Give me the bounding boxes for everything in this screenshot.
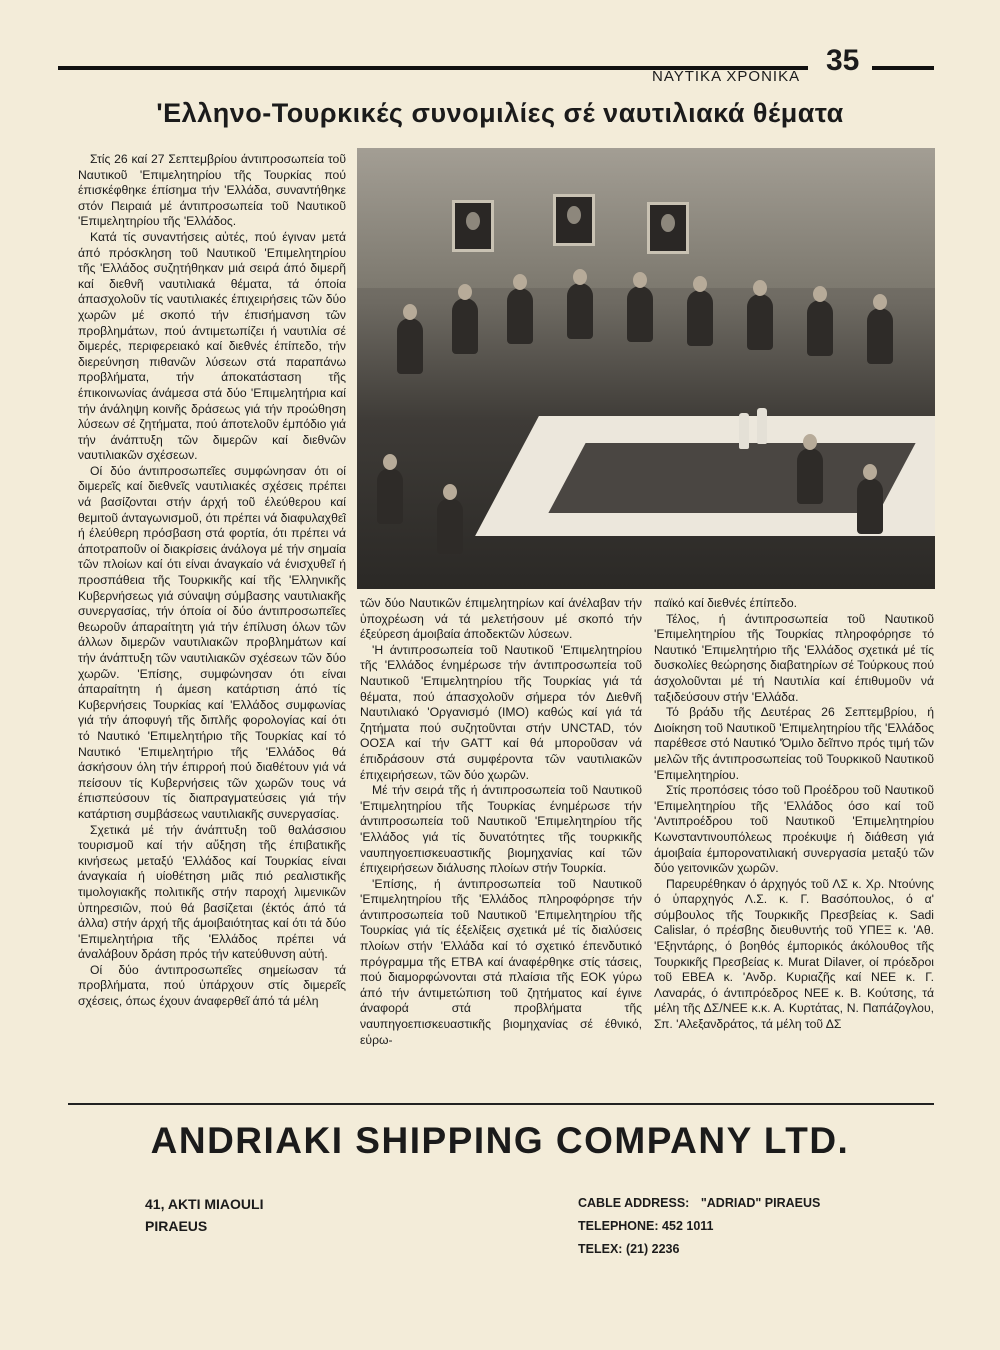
paragraph: Παρευρέθηκαν ό άρχηγός τοῦ ΛΣ κ. Χρ. Ντούνης ό ὑπαρχηγός Λ.Σ. κ. Γ. Βασόπουλος, ό α' σύμβουλος τῆς Τουρκικῆς Πρεσβείας κ. Sadi Calislar, ό πρέσβης διευθυντής τοῦ ΥΠΕΞ κ. 'Αθ. 'Εξηντάρης, ό βοηθός έμπορικός άκόλουθος τῆς Τουρκικῆς Πρεσβείας κ. Murat Dilaver, οί πρόεδροι τοῦ ΕΒΕΑ κ. 'Ανδρ. Κυριαζῆς καί ΝΕΕ κ. Γ. Λαναράς, ό άντιπρόεδρος ΝΕΕ κ. Β. Κούτσης, τά μέλη τῆς ΔΣ/ΝΕΕ κ.κ. Α. Κυρτάτας, Ν. Παπάζογλου, Σπ. 'Αλεξανδράτος, τά μέλη τοῦ ΔΣ — [654, 876, 934, 1032]
paragraph: τῶν δύο Ναυτικῶν έπιμελητηρίων καί άνέλαβαν τήν ὑποχρέωση νά τά μελετήσουν μέ σκοπό τήν έξεύρεση άμοιβαία άποδεκτῶν λύσεων. — [360, 596, 642, 642]
paragraph: Κατά τίς συναντήσεις αὐτές, πού έγιναν μετά άπό πρόσκληση τοῦ Ναυτικοῦ 'Επιμελητηρίου τῆς 'Ελλάδος συζητήθηκαν μιά σειρά άπό διμερῆ καί διεθνῆ ναυτιλιακά θέματα, τά όποία άπασχολοῦν τίς ναυτιλιακές έπιχειρήσεις τῶν δύο χωρῶν μέ σκοπό τήν έπισήμανση τῶν προβλημάτων, πού άντιμετωπίζει ή ναυτιλία σέ διμερές, περιφερειακό καί διεθνές έπίπεδο, τήν διερεύνηση πιθανῶν λύσεων στά παραπάνω προβλήματα, τήν άποκατάσταση τῆς έπικοινωνίας άνάμεσα στά δύο 'Επιμελητήρια καί τήν άνάληψη κοινῆς δράσεως γιά τήν προώθηση λύσεων σέ ζητήματα, πού άποτελοῦν έμπόδιο γιά τήν άνάπτυξη τῶν διμερῶν καί διεθνῶν ναυτιλιακῶν σχέσεων. — [78, 229, 346, 463]
water-bottle — [757, 408, 767, 444]
meeting-photo — [357, 148, 935, 589]
wall-portrait — [647, 202, 689, 254]
paragraph: Μέ τήν σειρά τῆς ή άντιπροσωπεία τοῦ Ναυτικοῦ 'Επιμελητηρίου τῆς Τουρκίας ένημέρωσε τήν άντιπροσωπεία τοῦ Ναυτικοῦ 'Επιμελητηρίου τῆς 'Ελλάδος γιά τίς δυνατότητες τῆς τουρκικῆς ναυπηγοεπισκευαστικῆς βιομηχανίας καί τῶν έπιχειρήσεων διάλυσης πλοίων στήν Τουρκία. — [360, 783, 642, 876]
paragraph: Οί δύο άντιπροσωπεῖες σημείωσαν τά προβλήματα, πού ὑπάρχουν στίς διμερεῖς σχέσεις, όπως έχουν άναφερθεῖ άπό τά μέλη — [78, 962, 346, 1009]
attendee — [867, 308, 893, 364]
attendee — [507, 288, 533, 344]
telex-value: (21) 2236 — [625, 1242, 680, 1256]
telephone-label: TELEPHONE: — [578, 1219, 659, 1233]
paragraph: Οί δύο άντιπροσωπεῖες συμφώνησαν ότι οί διμερεῖς καί διεθνεῖς ναυτιλιακές σχέσεις πρέπει νά βασίζονται στήν άρχή τοῦ έλεύθερου καί θεμιτοῦ άνταγωνισμοῦ, ότι πρέπει νά διαφυλαχθεῖ ή έλεύθερη πρόσβαση στά φορτία, ότι πρέπει νά άποτραποῦν οί διακρίσεις άνάλογα μέ τήν σημαία τῶν πλοίων καί ότι είναι άναγκαίο νά ένισχυθεῖ ή προσπάθεια τῆς Τουρκικῆς καί τῆς 'Ελληνικῆς Κυβερνήσεως γιά σύναψη σύμβασης ναυτιλιακῆς συνεργασίας, τήν όποία οί δύο άντιπροσωπεῖες θεωροῦν άπαραίτητη γιά τήν έπίλυση όλων τῶν άλλων διμερῶν ναυτιλιακῶν προβλημάτων καί τήν άνάπτυξη τῶν ναυτιλιακῶν σχέσεων τῶν δύο χωρῶν. 'Επίσης, συμφώνησαν ότι είναι άπαραίτητη ή άμεση κατάρτιση άπό τίς Κυβερνήσεις Τουρκίας καί 'Ελλάδος συμφωνίας γιά τήν άποφυγή τῆς διπλῆς φορολογίας καί ότι τό Ναυτικό 'Επιμελητήριο τῆς Τουρκίας καί τό Ναυτικό 'Επιμελητήριο τῆς 'Ελλάδος θά άσκήσουν όλη τήν έπιρροή πού διαθέτουν γιά νά πείσουν τίς Κυβερνήσεις τῶν χωρῶν τους νά έπισπεύσουν τίς διαπραγματεύσεις γιά τήν κατάρτιση συμβάσεως ναυτιλιακῆς συνεργασίας. — [78, 463, 346, 821]
cable-label: CABLE ADDRESS: — [578, 1196, 690, 1210]
attendee — [567, 283, 593, 339]
paragraph: Στίς 26 καί 27 Σεπτεμβρίου άντιπροσωπεία τοῦ Ναυτικοῦ 'Επιμελητηρίου τῆς Τουρκίας πού έπισκέφθηκε έπίσημα τήν 'Ελλάδα, συναντήθηκε στόν Πειραιά μέ άντιπροσωπεία τοῦ Ναυτικοῦ 'Επιμελητηρίου τῆς 'Ελλάδος. — [78, 152, 346, 229]
article-headline: 'Ελληνο-Τουρκικές συνομιλίες σέ ναυτιλιακά θέματα — [156, 98, 844, 128]
advertisement-address: 41, AKTI MIAOULI — [145, 1196, 264, 1212]
wall-portrait — [553, 194, 595, 246]
attendee — [797, 448, 823, 504]
wall-portrait — [452, 200, 494, 252]
cable-value: "ADRIAD" PIRAEUS — [700, 1196, 821, 1210]
paragraph: Τό βράδυ τῆς Δευτέρας 26 Σεπτεμβρίου, ή Διοίκηση τοῦ Ναυτικοῦ 'Επιμελητηρίου τῆς 'Ελλάδος παρέθεσε στό Ναυτικό 'Όμιλο δεῖπνο πρός τιμή τῶν μελῶν τῆς άντιπροσωπείας τοῦ Τουρκικοῦ Ναυτικοῦ 'Επιμελητηρίου. — [654, 705, 934, 782]
advertisement-company: ANDRIAKI SHIPPING COMPANY LTD. — [150, 1120, 850, 1161]
advertisement-city: PIRAEUS — [145, 1218, 208, 1234]
paragraph: Τέλος, ή άντιπροσωπεία τοῦ Ναυτικοῦ 'Επιμελητηρίου τῆς Τουρκίας πληροφόρησε τό Ναυτικό 'Επιμελητήριο τῆς 'Ελλάδος σχετικά μέ τίς δυσκολίες θεώρησης διαβατηρίων σέ Τούρκους πού άσχολοῦνται μέ τή Ναυτιλία καί έπιθυμοῦν νά ταξιδεύσουν στήν 'Ελλάδα. — [654, 611, 934, 704]
attendee — [397, 318, 423, 374]
attendee — [857, 478, 883, 534]
advertisement-rule — [68, 1103, 934, 1105]
paragraph: Σχετικά μέ τήν άνάπτυξη τοῦ θαλάσσιου τουρισμοῦ καί τήν αὔξηση τῆς έπιβατικῆς κινήσεως μεταξύ 'Ελλάδος καί Τουρκίας είναι άναγκαία ή υίοθέτηση μιᾶς πιό ρεαλιστικῆς τιμολογιακῆς πολιτικῆς στήν παροχή λιμενικῶν ὑπηρεσιῶν, πού θά βασίζεται (έκτός άπό τά άλλα) στήν άρχή τῆς άμοιβαιότητας καί ότι τά δύο 'Επιμελητήρια τῆς 'Ελλάδος πρέπει νά άναλάβουν δράση πρός τήν κατεύθυνση αὐτή. — [78, 822, 346, 962]
water-bottle — [739, 413, 749, 449]
photo-wall — [357, 148, 935, 288]
attendee — [452, 298, 478, 354]
advertisement-telephone — [578, 1219, 714, 1233]
attendee — [377, 468, 403, 524]
telex-label: TELEX: — [578, 1242, 623, 1256]
attendee — [747, 294, 773, 350]
telephone-value: 452 1011 — [662, 1219, 714, 1233]
attendee — [687, 290, 713, 346]
paragraph: Στίς προπόσεις τόσο τοῦ Προέδρου τοῦ Ναυτικοῦ 'Επιμελητηρίου τῆς 'Ελλάδος όσο καί τοῦ 'Αντιπροέδρου τοῦ Ναυτικοῦ 'Επιμελητηρίου Κωνσταντινουπόλεως προέκυψε ή διάθεση γιά άμοιβαία έμπορονατιλιακή συνεργασία μεταξύ τῶν δύο γειτονικῶν χωρῶν. — [654, 783, 934, 876]
advertisement-cable — [578, 1196, 820, 1210]
header-rule-right — [872, 66, 934, 70]
page-number: 35 — [826, 44, 860, 77]
running-head: ΝΑΥΤΙΚΑ ΧΡΟΝΙΚΑ — [652, 68, 801, 85]
attendee — [437, 498, 463, 554]
advertisement-telex — [578, 1242, 679, 1256]
article-column-3 — [654, 596, 934, 1082]
attendee — [807, 300, 833, 356]
paragraph: 'Η άντιπροσωπεία τοῦ Ναυτικοῦ 'Επιμελητηρίου τῆς 'Ελλάδος ένημέρωσε τήν άντιπροσωπεία τοῦ Ναυτικοῦ 'Επιμελητηρίου τῆς Τουρκίας γιά τά θέματα, πού άπασχολοῦν σήμερα τόν Διεθνῆ Ναυτιλιακό 'Οργανισμό (ΙΜΟ) καθώς καί γιά τά ζητήματα πού συζητοῦνται στήν UNCTAD, τόν ΟΟΣΑ καί τήν GATT καί θά μποροῦσαν νά έπιδράσουν στά συμφέροντα τῶν ναυτιλιακῶν έπιχειρήσεων, τῶν δύο χωρῶν. — [360, 642, 642, 782]
attendee — [627, 286, 653, 342]
article-column-1 — [78, 152, 346, 1082]
paragraph: παϊκό καί διεθνές έπίπεδο. — [654, 596, 798, 610]
article-column-2 — [360, 596, 642, 1082]
paragraph: 'Επίσης, ή άντιπροσωπεία τοῦ Ναυτικοῦ 'Επιμελητηρίου τῆς 'Ελλάδος πληροφόρησε τήν άντιπροσωπεία τοῦ Ναυτικοῦ 'Επιμελητηρίου τῆς Τουρκίας γιά τίς έξελίξεις σχετικά μέ τίς διαλύσεις πλοίων στήν 'Ελλάδα καί τό σχετικό έπενδυτικό πρόγραμμα τῆς ΕΤΒΑ καί άναφέρθηκε στίς τάσεις, πού διαμορφώνονται στά πλαίσια τῆς ΕΟΚ γύρω άπό τήν άντιμετώπιση τοῦ ζητήματος καί έγινε άναφορά στά προβλήματα τῆς ναυπηγοεπισκευαστικῆς βιομηχανίας σέ έθνικό, εὐρω- — [360, 876, 642, 1047]
